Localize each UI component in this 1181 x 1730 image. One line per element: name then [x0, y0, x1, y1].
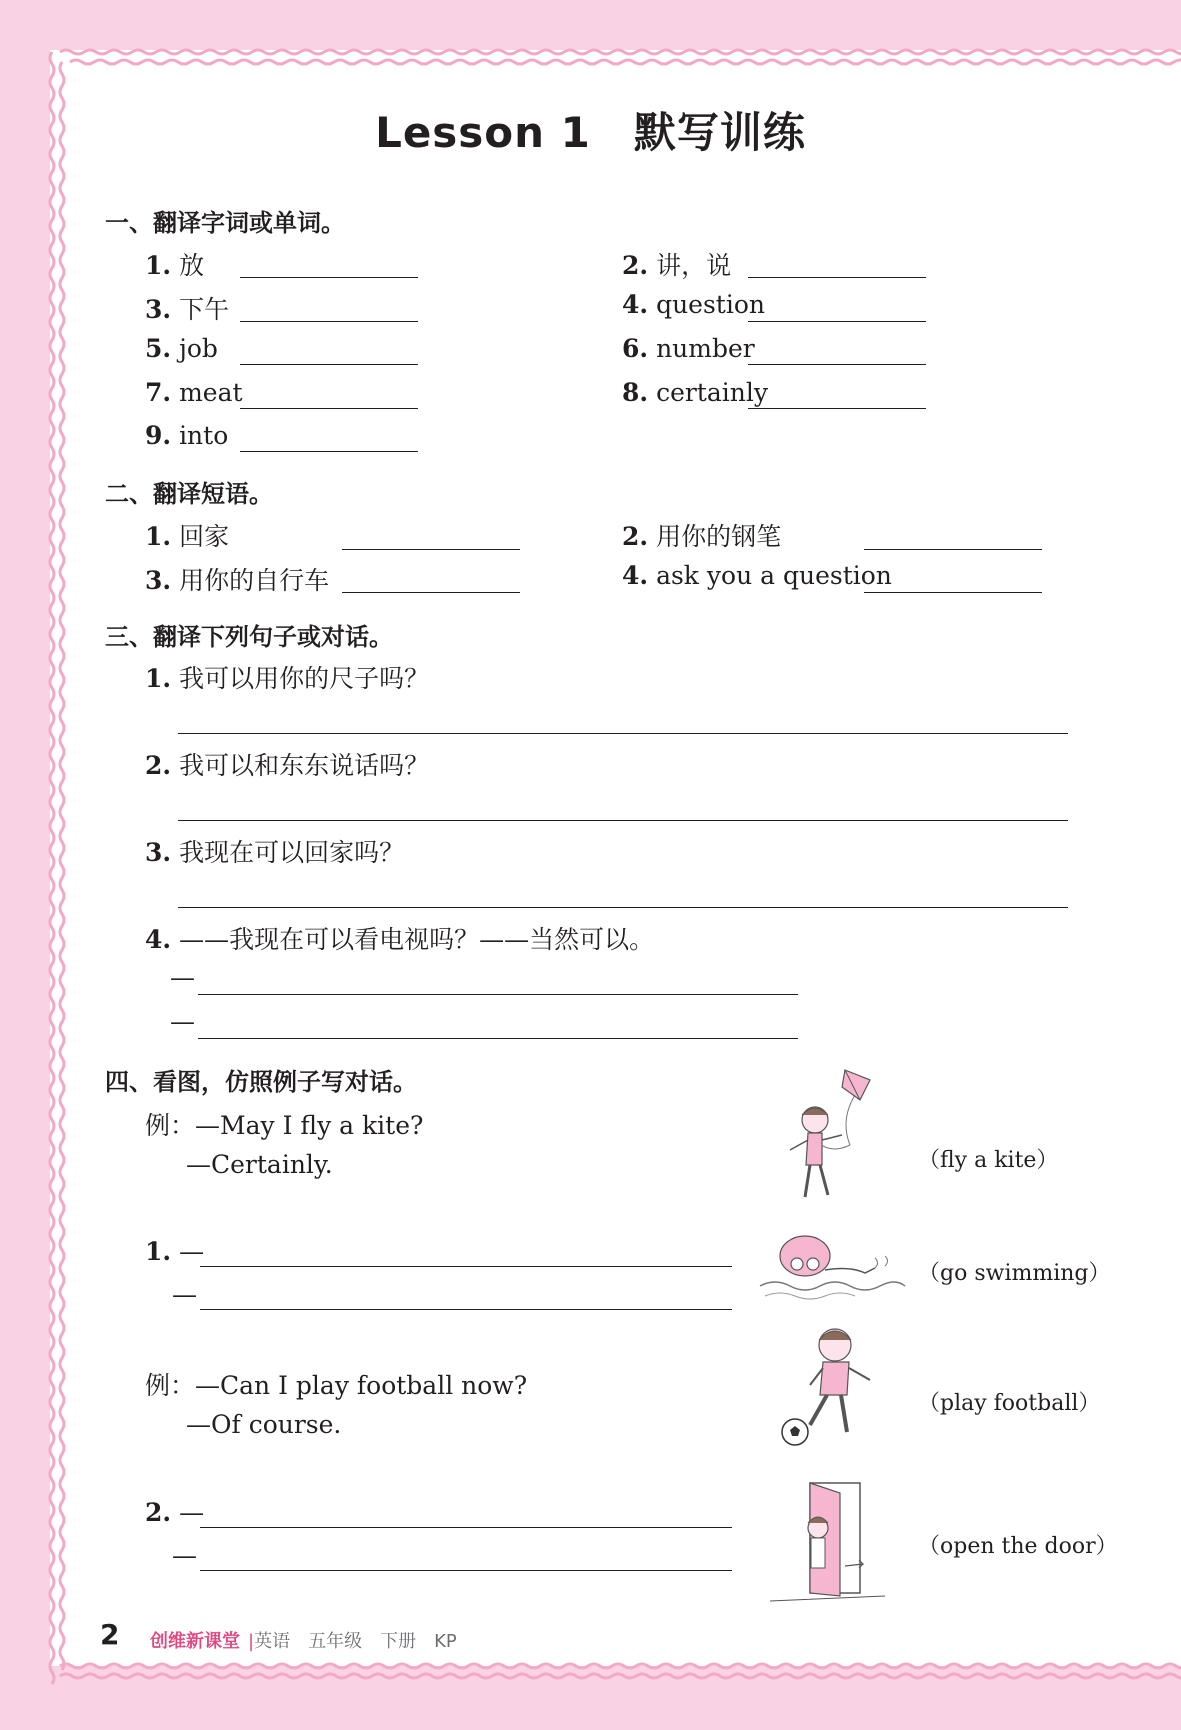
- example2-answer: —Of course.: [186, 1410, 342, 1439]
- s1-answer-line-6[interactable]: [748, 364, 926, 365]
- s1-item-4: 4. question: [622, 290, 765, 319]
- s3-item-3: 3. 我现在可以回家吗？: [145, 838, 405, 867]
- football-child-illustration: [775, 1320, 895, 1455]
- s1-answer-line-9[interactable]: [240, 451, 418, 452]
- q2-answer-line-a[interactable]: [200, 1527, 732, 1528]
- hint-play-football: （play football）: [918, 1391, 1101, 1416]
- footer-info: |英语 五年级 下册 KP: [248, 1631, 457, 1652]
- hint-open-door: （open the door）: [918, 1534, 1118, 1559]
- q2-answer-line-b[interactable]: [200, 1570, 732, 1571]
- kite-child-illustration: [770, 1065, 890, 1215]
- s3-dash-2: —: [170, 1007, 195, 1036]
- s1-answer-line-7[interactable]: [240, 408, 418, 409]
- s1-item-1: 1. 放: [145, 251, 205, 280]
- s1-item-6: 6. number: [622, 334, 755, 363]
- s2-item-1: 1. 回家: [145, 522, 230, 551]
- q1-number: 1. —: [145, 1237, 205, 1266]
- s2-item-3: 3. 用你的自行车: [145, 566, 330, 595]
- s2-answer-line-4[interactable]: [864, 592, 1042, 593]
- q2-number: 2. —: [145, 1498, 205, 1527]
- s1-answer-line-5[interactable]: [240, 364, 418, 365]
- section1-heading: 一、翻译字词或单词。: [105, 209, 345, 237]
- s3-answer-line-4b[interactable]: [198, 1038, 798, 1039]
- hint-fly-kite: （fly a kite）: [918, 1148, 1059, 1173]
- s3-dash-1: —: [170, 963, 195, 992]
- s1-answer-line-4[interactable]: [748, 321, 926, 322]
- hint-go-swimming: （go swimming）: [918, 1261, 1111, 1286]
- s3-answer-line-1[interactable]: [178, 733, 1068, 734]
- s1-item-3: 3. 下午: [145, 295, 230, 324]
- s1-item-5: 5. job: [145, 334, 218, 363]
- s1-item-9: 9. into: [145, 421, 229, 450]
- page-number: 2: [100, 1618, 120, 1651]
- q1-answer-line-b[interactable]: [200, 1309, 732, 1310]
- page-title: Lesson 1 默写训练: [375, 108, 806, 157]
- s3-item-2: 2. 我可以和东东说话吗？: [145, 751, 430, 780]
- swimming-child-illustration: [755, 1228, 915, 1308]
- s2-item-2: 2. 用你的钢笔: [622, 522, 782, 551]
- s2-answer-line-2[interactable]: [864, 549, 1042, 550]
- example2-question: 例：—Can I play football now?: [145, 1371, 528, 1400]
- section2-heading: 二、翻译短语。: [105, 480, 273, 508]
- s3-answer-line-4a[interactable]: [198, 994, 798, 995]
- s2-answer-line-1[interactable]: [342, 549, 520, 550]
- example1-answer: —Certainly.: [186, 1150, 333, 1179]
- s2-item-4: 4. ask you a question: [622, 561, 892, 590]
- door-child-illustration: [765, 1478, 900, 1608]
- s2-answer-line-3[interactable]: [342, 592, 520, 593]
- q1-answer-line-a[interactable]: [200, 1266, 732, 1267]
- s1-answer-line-3[interactable]: [240, 321, 418, 322]
- s1-item-2: 2. 讲，说: [622, 251, 732, 280]
- example1-question: 例：—May I fly a kite?: [145, 1111, 424, 1140]
- s3-answer-line-2[interactable]: [178, 820, 1068, 821]
- q2-dash-2: —: [172, 1541, 197, 1570]
- s1-answer-line-2[interactable]: [748, 277, 926, 278]
- s3-answer-line-3[interactable]: [178, 907, 1068, 908]
- footer-separator: |: [248, 1631, 255, 1652]
- section4-heading: 四、看图，仿照例子写对话。: [105, 1068, 417, 1096]
- s1-item-7: 7. meat: [145, 378, 243, 407]
- s1-answer-line-1[interactable]: [240, 277, 418, 278]
- s1-item-8: 8. certainly: [622, 378, 768, 407]
- s1-answer-line-8[interactable]: [748, 408, 926, 409]
- s3-item-4: 4. ——我现在可以看电视吗？——当然可以。: [145, 925, 655, 954]
- s3-item-1: 1. 我可以用你的尺子吗？: [145, 664, 430, 693]
- section3-heading: 三、翻译下列句子或对话。: [105, 623, 393, 651]
- q1-dash-2: —: [172, 1280, 197, 1309]
- footer-brand: 创维新课堂: [150, 1631, 240, 1652]
